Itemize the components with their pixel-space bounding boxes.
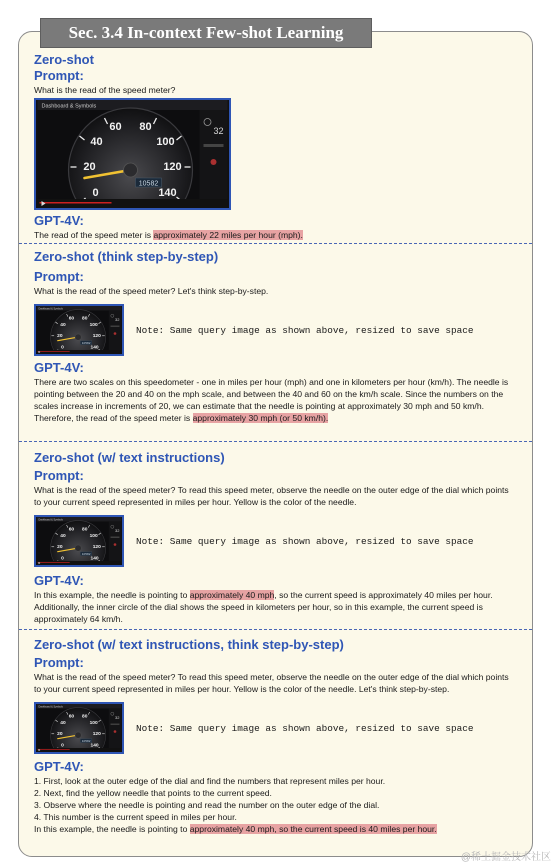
answer-highlight: approximately 30 mph (or 50 km/h). xyxy=(192,413,329,423)
watermark: @稀土掘金技术社区 xyxy=(460,852,551,863)
image-note-row xyxy=(34,304,517,356)
speedometer-thumbnail xyxy=(34,304,124,356)
examples-panel xyxy=(18,31,533,857)
section-text-instructions xyxy=(19,450,532,625)
prompt-label: Prompt: xyxy=(34,468,84,483)
answer-highlight: approximately 40 mph, so the current speed is 40 miles per hour. xyxy=(189,824,437,834)
answer-text xyxy=(34,589,517,625)
section-heading: Zero-shot (w/ text instructions, think step-by-step) xyxy=(34,637,344,652)
gpt-label: GPT-4V: xyxy=(34,759,84,774)
prompt-label: Prompt: xyxy=(34,655,84,670)
resize-note: Note: Same query image as shown above, resized to save space xyxy=(136,324,474,336)
answer-plain: In this example, the needle is pointing to xyxy=(34,824,190,834)
section-text-instructions-step xyxy=(19,637,532,835)
prompt-text: What is the read of the speed meter? To read this speed meter, observe the needle on the outer edge of the dial which points to your current speed represented in miles per hour. Yellow is the color of the needle. Let's think step-by-step. xyxy=(34,672,509,694)
answer-highlight: approximately 22 miles per hour (mph). xyxy=(153,230,303,240)
section-divider xyxy=(19,441,532,442)
gpt-label: GPT-4V: xyxy=(34,213,84,228)
answer-step: 1. First, look at the outer edge of the dial and find the numbers that represent miles per hour. xyxy=(34,776,386,786)
speedometer-thumbnail xyxy=(34,702,124,754)
speedometer-image xyxy=(34,98,231,210)
image-note-row xyxy=(34,702,517,754)
gpt-label: GPT-4V: xyxy=(34,360,84,375)
resize-note: Note: Same query image as shown above, resized to save space xyxy=(136,535,474,547)
section-heading: Zero-shot (think step-by-step) xyxy=(34,249,219,264)
answer-paragraph: There are two scales on this speedometer - one in miles per hour (mph) and one in kilometers per hour (km/h). The needle is pointing between the 20 and 40 on the mph scale, and between the 40 and 60 on the km/h scale. Since the numbers on the scales increase in increments of 20, we can estimate that the needle is pointing at approximately 30 mph and 50 km/h. xyxy=(34,377,509,411)
section-heading: Zero-shot (w/ text instructions) xyxy=(34,450,225,465)
answer-text xyxy=(34,376,517,424)
answer-text xyxy=(34,775,517,835)
answer-paragraph xyxy=(34,412,517,424)
image-note-row xyxy=(34,515,517,567)
section-heading: Zero-shot xyxy=(34,52,94,67)
section-zero-shot xyxy=(19,52,532,241)
answer-plain: The read of the speed meter is xyxy=(34,230,154,240)
gpt-label: GPT-4V: xyxy=(34,573,84,588)
answer-plain: In this example, the needle is pointing to xyxy=(34,590,190,600)
section-title: Sec. 3.4 In-context Few-shot Learning xyxy=(40,18,372,48)
prompt-text: What is the read of the speed meter? To read this speed meter, observe the needle on the outer edge of the dial which points to your current speed represented in miles per hour. Yellow is the color of the needle. xyxy=(34,485,509,507)
answer-conclusion xyxy=(34,823,517,835)
answer-plain: , so the current speed is approximately 40 miles per hour. Additionally, the inner circle of the dial shows the speed in kilometers per hour, so in this example, the current speed is approximately 64 km/h. xyxy=(34,590,493,624)
speedometer-thumbnail xyxy=(34,515,124,567)
answer-step: 4. This number is the current speed in miles per hour. xyxy=(34,812,237,822)
answer-highlight: approximately 40 mph xyxy=(189,590,275,600)
answer-step: 2. Next, find the yellow needle that points to the current speed. xyxy=(34,788,272,798)
prompt-label: Prompt: xyxy=(34,269,84,284)
section-divider xyxy=(19,629,532,630)
answer-text xyxy=(34,229,517,241)
prompt-text: What is the read of the speed meter? Let's think step-by-step. xyxy=(34,286,269,296)
prompt-text: What is the read of the speed meter? xyxy=(34,85,176,95)
resize-note: Note: Same query image as shown above, resized to save space xyxy=(136,722,474,734)
section-zero-shot-step xyxy=(19,249,532,424)
section-divider xyxy=(19,243,532,244)
answer-step: 3. Observe where the needle is pointing and read the number on the outer edge of the dial. xyxy=(34,800,380,810)
prompt-label: Prompt: xyxy=(34,68,84,83)
answer-plain: Therefore, the read of the speed meter is xyxy=(34,413,193,423)
